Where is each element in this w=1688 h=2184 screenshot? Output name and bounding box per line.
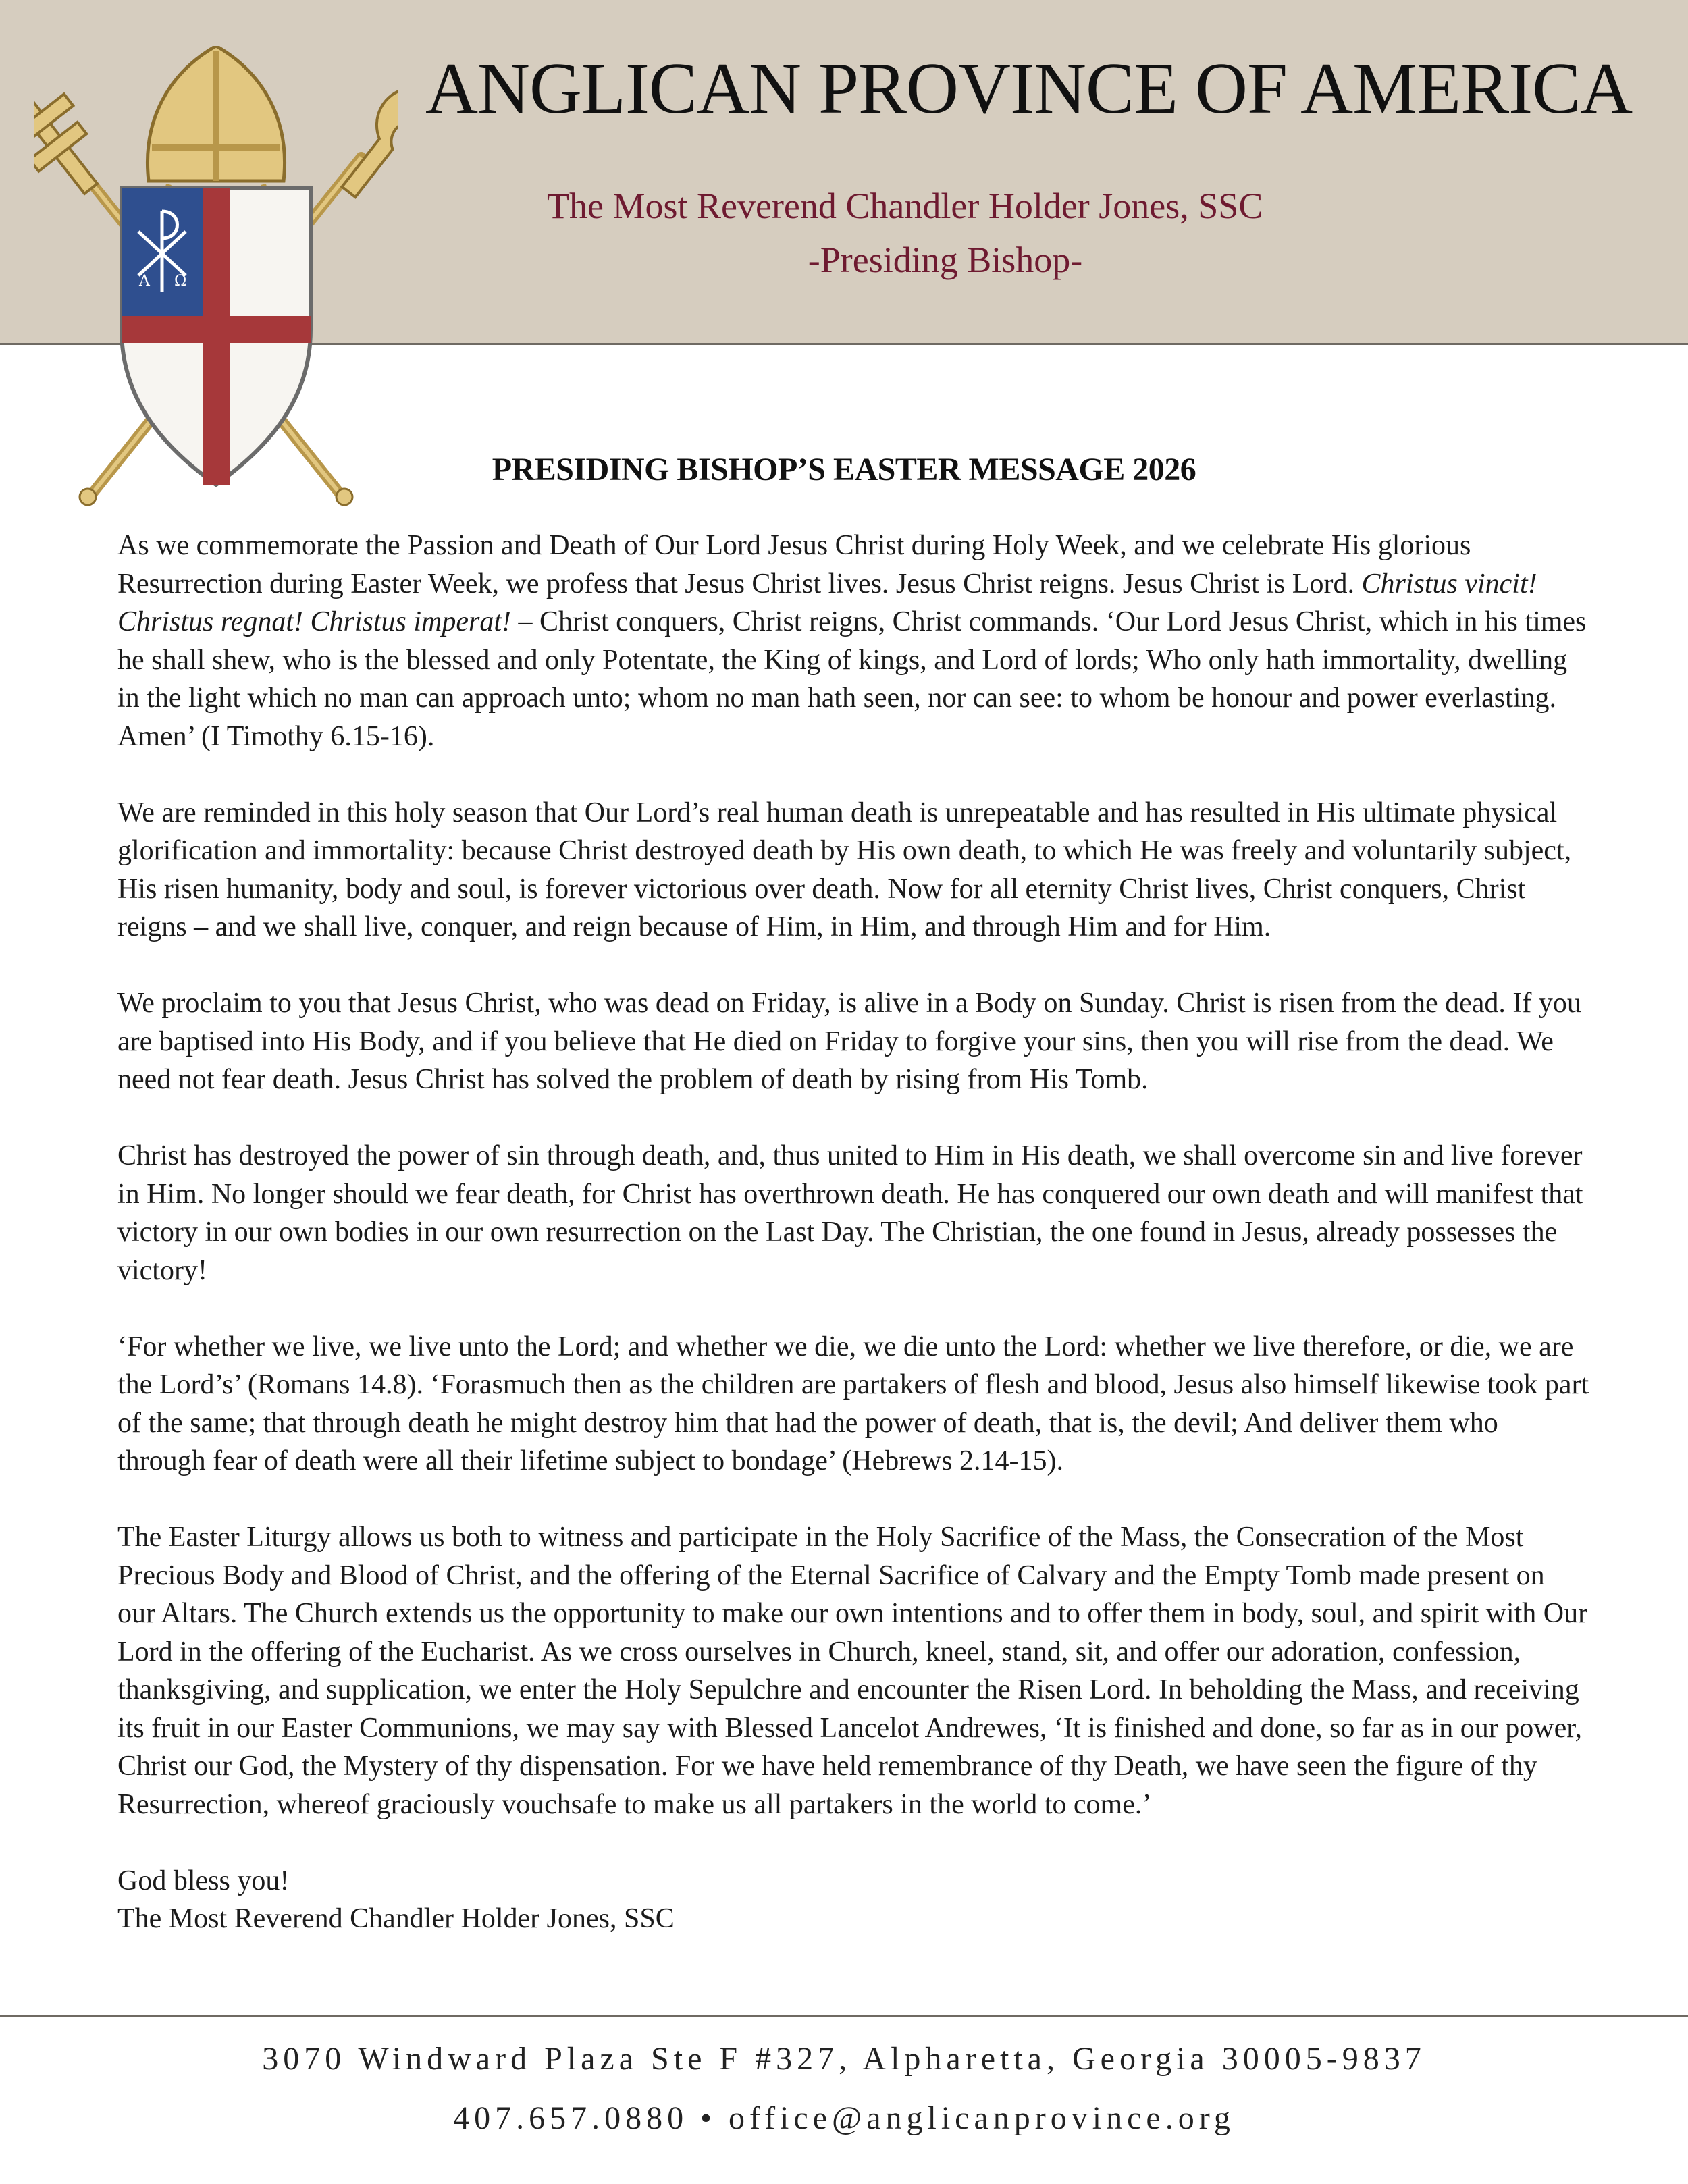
footer-contact bbox=[0, 2100, 1688, 2137]
latin-acclamation: Christus vincit! Christus regnat! Christus imperat! bbox=[117, 568, 1537, 637]
paragraph-1 bbox=[117, 527, 1589, 755]
crest-alpha: A bbox=[139, 273, 150, 290]
footer-divider bbox=[0, 2015, 1688, 2017]
paragraph-6: The Easter Liturgy allows us both to witness and participate in the Holy Sacrifice of the Mass, the Consecration of the Most Precious Body and Blood of Christ, and the offering of the Eternal Sacrifice of Calvary and the Empty Tomb made present on our Altars. The Church extends us the opportunity to make our own intentions and to offer them in body, soul, and spirit with Our Lord in the offering of the Eucharist. As we cross ourselves in Church, kneel, stand, sit, and offer our adoration, confession, thanksgiving, and supplication, we enter the Holy Sepulchre and encounter the Risen Lord. In beholding the Mass, and receiving its fruit in our Easter Communions, we may say with Blessed Lancelot Andrewes, ‘It is finished and done, so far as in our power, Christ our God, the Mystery of thy dispensation. For we have held remembrance of thy Death, we have seen the figure of thy Resurrection, whereof graciously vouchsafe to make us all partakers in the world to come.’ bbox=[117, 1522, 1588, 1820]
paragraph-2: We are reminded in this holy season that Our Lord’s real human death is unrepeatable and has resulted in His ultimate physical glorification and immortality: because Christ destroyed death by His own death, to which He was freely and voluntarily subject, His risen humanity, body and soul, is forever victorious over death. Now for all eternity Christ lives, Christ conquers, Christ reigns – and we shall live, conquer, and reign because of Him, in Him, and through Him and for Him. bbox=[117, 797, 1572, 942]
footer-email[interactable]: office@anglicanprovince.org bbox=[728, 2100, 1235, 2136]
paragraph-1-text: As we commemorate the Passion and Death of Our Lord Jesus Christ during Holy Week, and we celebrate His glorious Resurrection during Easter Week, we profess that Jesus Christ lives. Jesus Christ reigns. Jesus Christ is Lord. bbox=[117, 530, 1471, 600]
footer-separator: • bbox=[700, 2100, 716, 2136]
closing-block bbox=[117, 1862, 1589, 1938]
paragraph-1-continued: – Christ conquers, Christ reigns, Christ commands. ‘Our Lord Jesus Christ, which in his times he shall shew, who is the blessed and only Potentate, the King of kings, and Lord of lords; Who only hath immortality, dwelling in the light which no man can approach unto; whom no man hath seen, nor can see: to whom be honour and power everlasting. Amen’ (I Timothy 6.15-16). bbox=[117, 606, 1587, 752]
message-body bbox=[117, 527, 1589, 1938]
coat-of-arms-crest-icon bbox=[34, 46, 398, 518]
message-title: PRESIDING BISHOP’S EASTER MESSAGE 2026 bbox=[492, 452, 1196, 487]
signature: The Most Reverend Chandler Holder Jones, SSC bbox=[117, 1903, 675, 1934]
paragraph-5: ‘For whether we live, we live unto the Lord; and whether we die, we die unto the Lord: whether we live therefore, or die, we are the Lord’s’ (Romans 14.8). ‘Forasmuch then as the children are partakers of flesh and blood, Jesus also himself likewise took part of the same; that through death he might destroy him that had the power of death, that is, the devil; And deliver them who through fear of death were all their lifetime subject to bondage’ (Hebrews 2.14-15). bbox=[117, 1331, 1589, 1476]
footer-phone: 407.657.0880 bbox=[453, 2100, 689, 2136]
organization-name: ANGLICAN PROVINCE OF AMERICA bbox=[425, 49, 1633, 129]
closing-blessing: God bless you! bbox=[117, 1865, 290, 1896]
crest-omega: Ω bbox=[174, 273, 187, 290]
paragraph-4: Christ has destroyed the power of sin through death, and, thus united to Him in His death, we shall overcome sin and live forever in Him. No longer should we fear death, for Christ has overthrown death. He has conquered our own death and will manifest that victory in our own bodies in our own resurrection on the Last Day. The Christian, the one found in Jesus, already possesses the victory! bbox=[117, 1140, 1583, 1286]
presiding-bishop-name: The Most Reverend Chandler Holder Jones, SSC bbox=[547, 186, 1263, 226]
paragraph-3: We proclaim to you that Jesus Christ, who was dead on Friday, is alive in a Body on Sunday. Christ is risen from the dead. If you are baptised into His Body, and if you believe that He died on Friday to forgive your sins, then you will rise from the dead. We need not fear death. Jesus Christ has solved the problem of death by rising from His Tomb. bbox=[117, 988, 1581, 1095]
footer-address: 3070 Windward Plaza Ste F #327, Alpharetta, Georgia 30005-9837 bbox=[262, 2041, 1426, 2077]
presiding-bishop-role: -Presiding Bishop- bbox=[808, 240, 1083, 280]
